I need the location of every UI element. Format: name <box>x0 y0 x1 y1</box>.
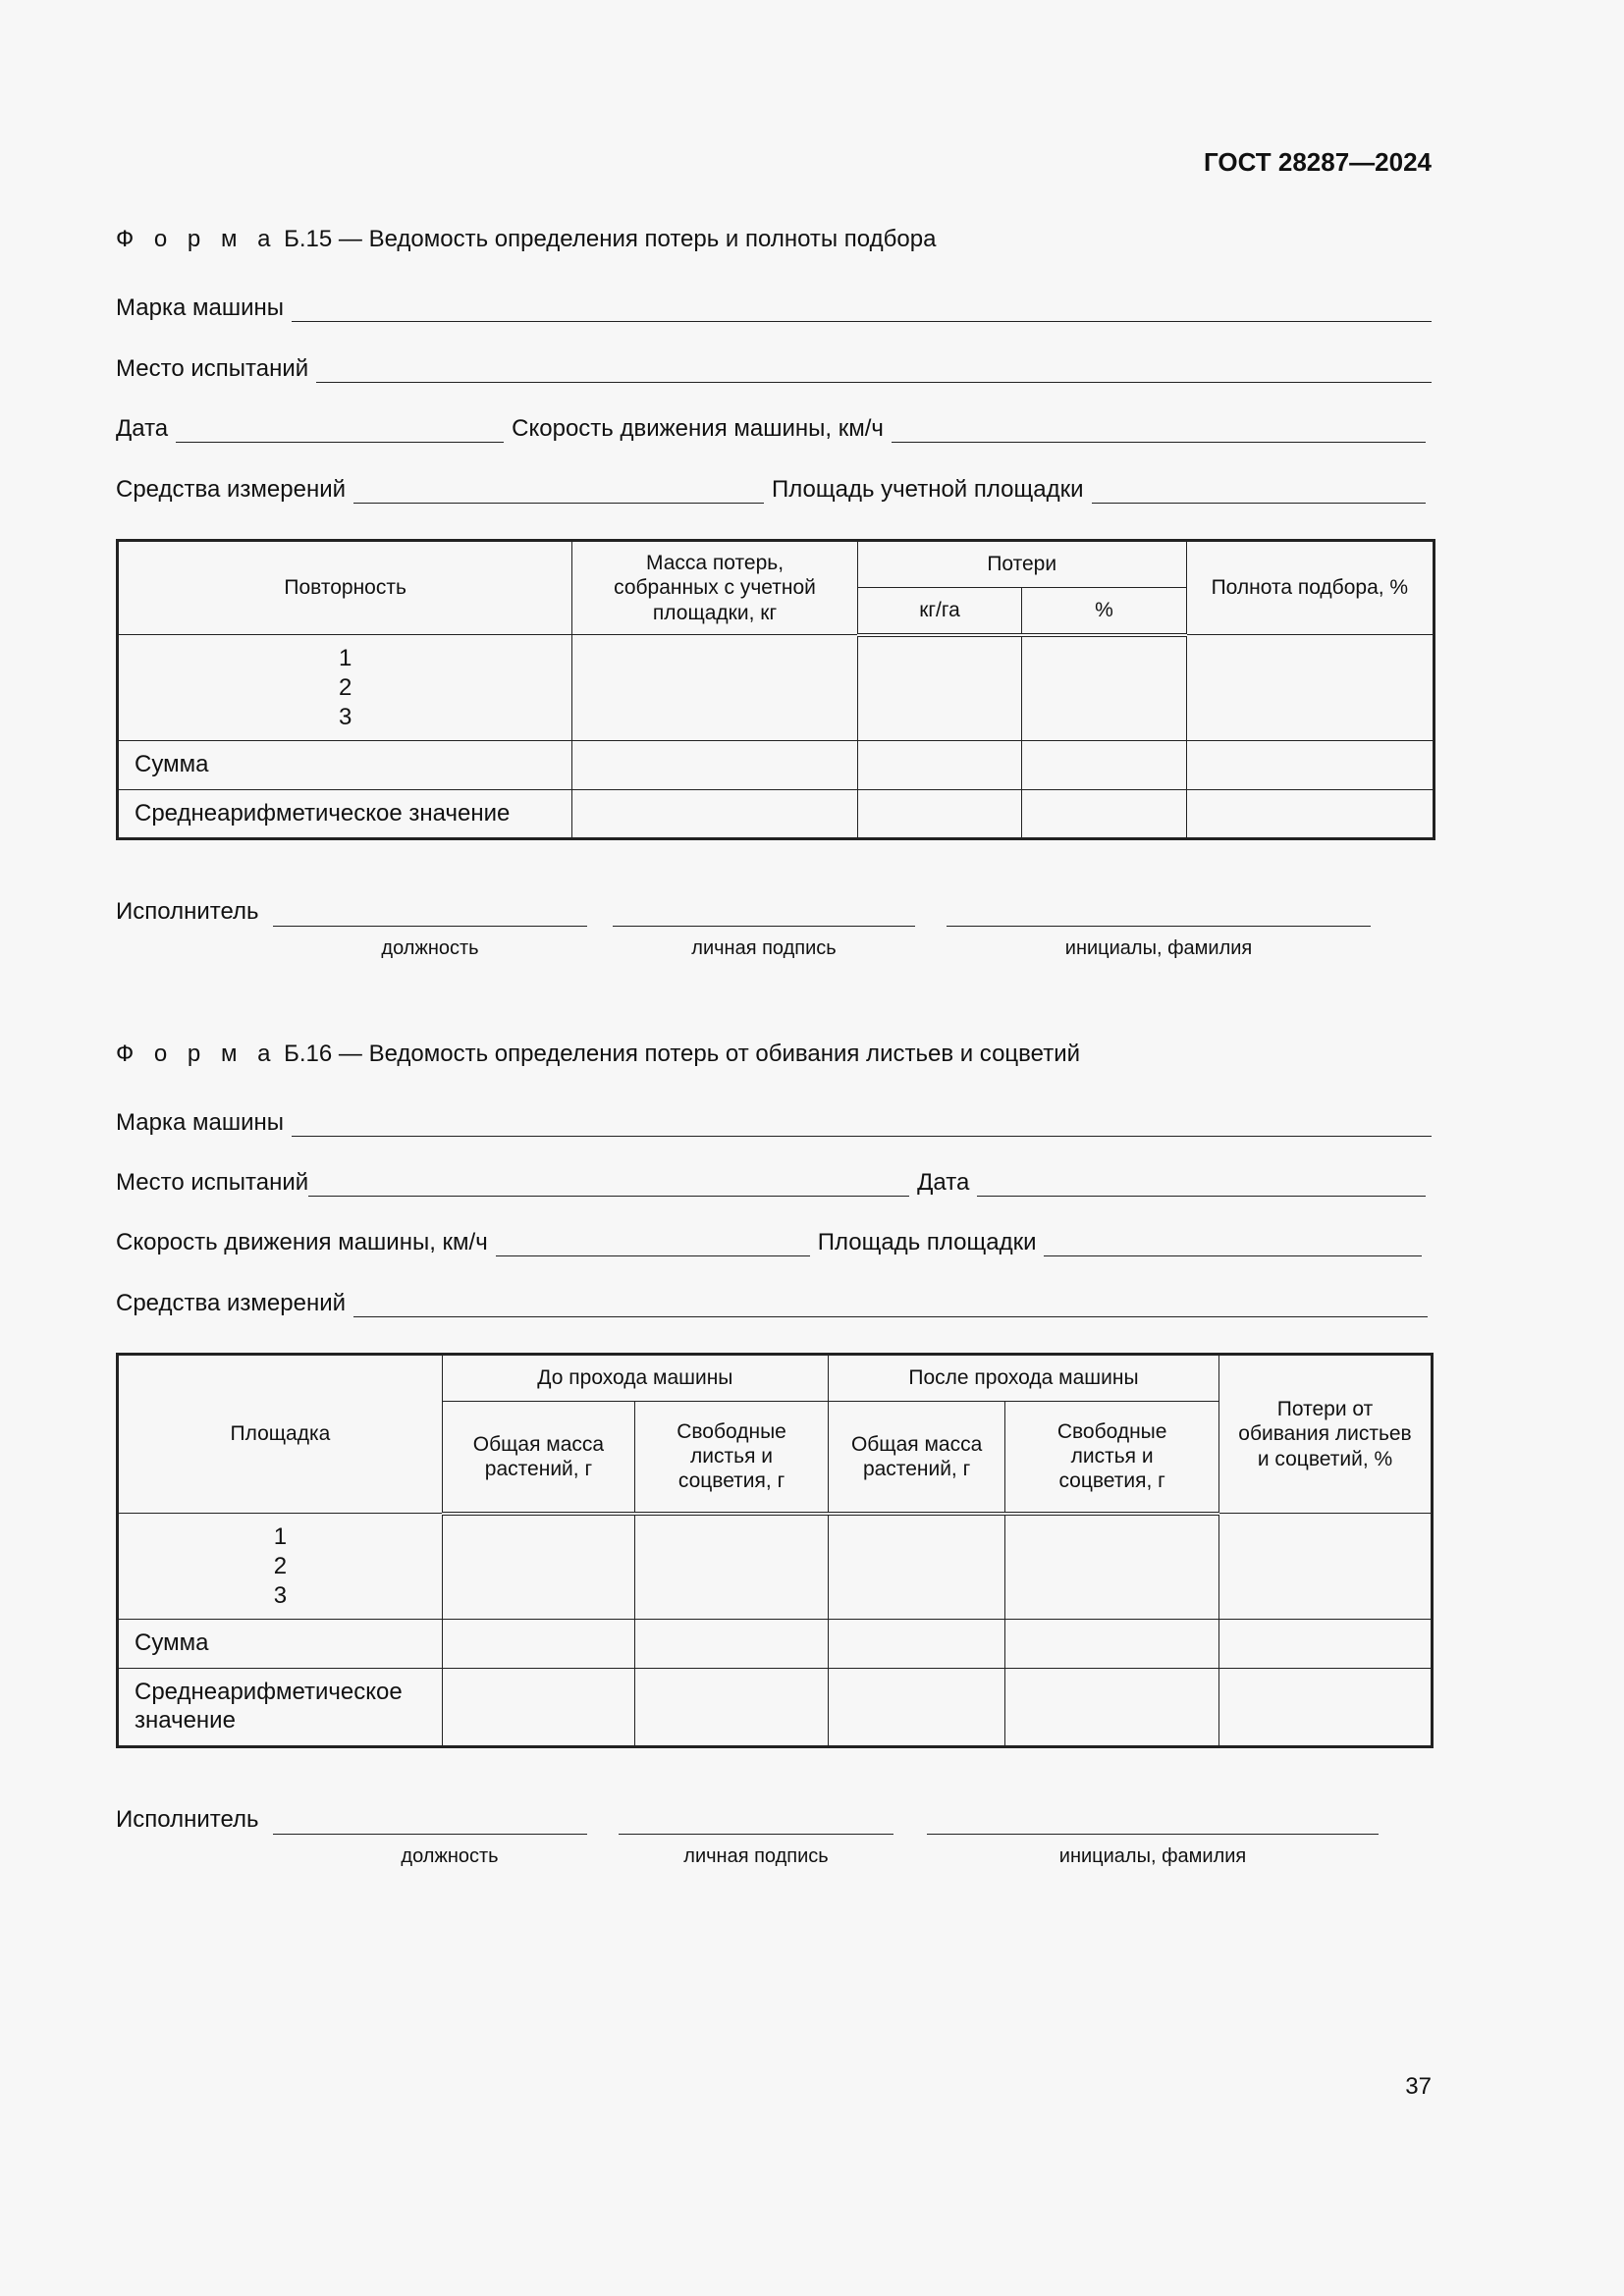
table-cell[interactable] <box>442 1514 634 1620</box>
name-field[interactable] <box>927 1834 1379 1835</box>
table-cell[interactable] <box>1022 790 1186 839</box>
row-number: 2 <box>338 673 352 701</box>
table-row <box>118 741 1435 790</box>
form-15-date-speed-row <box>116 411 1432 443</box>
speed-label: Скорость движения машины, км/ч <box>512 415 884 442</box>
header-free-leaves-after: Свободные листья и соцветия, г <box>1005 1402 1219 1514</box>
header-kgha: кг/га <box>857 588 1021 635</box>
position-field[interactable] <box>273 1834 587 1835</box>
form-16-instruments-row <box>116 1286 1432 1317</box>
area-field[interactable] <box>1044 1235 1422 1256</box>
area-label: Площадь площадки <box>817 1229 1037 1255</box>
row-sum-label: Сумма <box>118 741 572 790</box>
header-repeat: Повторность <box>118 541 572 635</box>
header-before: До прохода машины <box>442 1355 828 1402</box>
table-cell[interactable] <box>1186 790 1434 839</box>
area-label: Площадь учетной площадки <box>772 476 1084 503</box>
row-number: 2 <box>273 1552 288 1579</box>
table-cell[interactable] <box>442 1669 634 1747</box>
machine-field[interactable] <box>292 1115 1432 1137</box>
row-mean-label: Среднеарифметическое значение <box>118 790 572 839</box>
row-number: 1 <box>273 1522 288 1550</box>
header-percent: % <box>1022 588 1186 635</box>
form-16-machine-row <box>116 1105 1432 1137</box>
row-numbers <box>118 1514 443 1620</box>
row-sum-label: Сумма <box>118 1620 443 1669</box>
form-15-title <box>116 226 936 253</box>
header-after: После прохода машины <box>828 1355 1218 1402</box>
table-cell[interactable] <box>635 1669 829 1747</box>
name-caption: инициалы, фамилия <box>1064 937 1253 959</box>
place-field[interactable] <box>316 361 1432 383</box>
table-cell[interactable] <box>442 1620 634 1669</box>
machine-label: Марка машины <box>116 1109 285 1136</box>
header-mass: Масса потерь, собранных с учетной площадки, кг <box>572 541 857 635</box>
table-cell[interactable] <box>572 635 857 741</box>
table-cell[interactable] <box>1219 1514 1433 1620</box>
form-15-table <box>116 539 1435 840</box>
header-free-leaves-before: Свободные листья и соцветия, г <box>635 1402 829 1514</box>
table-cell[interactable] <box>857 790 1021 839</box>
table-cell[interactable] <box>1219 1669 1433 1747</box>
place-field[interactable] <box>308 1175 909 1197</box>
instruments-field[interactable] <box>353 482 764 504</box>
signature-field[interactable] <box>619 1834 893 1835</box>
executor-label: Исполнитель <box>116 1806 259 1833</box>
table-cell[interactable] <box>828 1514 1004 1620</box>
table-cell[interactable] <box>1005 1514 1219 1620</box>
position-field[interactable] <box>273 926 587 927</box>
table-cell[interactable] <box>1005 1620 1219 1669</box>
table-cell[interactable] <box>857 635 1021 741</box>
form-15-place-row <box>116 351 1432 383</box>
table-cell[interactable] <box>857 741 1021 790</box>
row-number: 1 <box>338 644 352 671</box>
row-mean-label: Среднеарифметическое значение <box>118 1669 443 1747</box>
table-cell[interactable] <box>828 1669 1004 1747</box>
table-row <box>118 635 1435 741</box>
machine-field[interactable] <box>292 300 1432 322</box>
header-total-mass-after: Общая масса растений, г <box>828 1402 1004 1514</box>
row-number: 3 <box>273 1581 288 1609</box>
date-field[interactable] <box>977 1175 1426 1197</box>
area-field[interactable] <box>1092 482 1427 504</box>
table-cell[interactable] <box>572 741 857 790</box>
form-16-table <box>116 1353 1434 1748</box>
position-caption: должность <box>381 937 479 959</box>
name-field[interactable] <box>947 926 1371 927</box>
header-completeness: Полнота подбора, % <box>1186 541 1434 635</box>
instruments-label: Средства измерений <box>116 1290 347 1316</box>
form-15-instruments-row <box>116 472 1432 504</box>
machine-label: Марка машины <box>116 294 285 321</box>
standard-number: ГОСТ 28287—2024 <box>1204 147 1432 177</box>
executor-label: Исполнитель <box>116 898 259 925</box>
table-cell[interactable] <box>1022 741 1186 790</box>
table-cell[interactable] <box>635 1514 829 1620</box>
page-number: 37 <box>1405 2073 1432 2100</box>
table-cell[interactable] <box>1022 635 1186 741</box>
form-16-speed-area-row <box>116 1225 1432 1256</box>
form-16-place-date-row <box>116 1165 1432 1197</box>
table-row <box>118 1620 1433 1669</box>
instruments-label: Средства измерений <box>116 476 347 503</box>
speed-label: Скорость движения машины, км/ч <box>116 1229 488 1255</box>
signature-field[interactable] <box>613 926 915 927</box>
table-cell[interactable] <box>572 790 857 839</box>
form-15-title-text: Б.15 — Ведомость определения потерь и полноты подбора <box>277 226 937 252</box>
speed-field[interactable] <box>892 421 1426 443</box>
form-16-title <box>116 1041 1080 1068</box>
table-cell[interactable] <box>828 1620 1004 1669</box>
date-label: Дата <box>116 415 169 442</box>
table-cell[interactable] <box>1186 741 1434 790</box>
row-number: 3 <box>338 703 352 730</box>
position-caption: должность <box>401 1845 499 1867</box>
table-row <box>118 1669 1433 1747</box>
name-caption: инициалы, фамилия <box>1058 1845 1247 1867</box>
place-label: Место испытаний <box>116 355 309 382</box>
signature-caption: личная подпись <box>683 1845 829 1867</box>
form-16-title-text: Б.16 — Ведомость определения потерь от обивания листьев и соцветий <box>277 1041 1081 1067</box>
speed-field[interactable] <box>496 1235 810 1256</box>
header-plot: Площадка <box>118 1355 443 1514</box>
place-label: Место испытаний <box>116 1169 309 1196</box>
form-15-machine-row <box>116 291 1432 322</box>
instruments-field[interactable] <box>353 1296 1428 1317</box>
form-15-signature-row <box>116 898 1432 961</box>
table-row <box>118 1514 1433 1620</box>
form-16-title-prefix: Ф о р м а <box>116 1041 278 1067</box>
form-16-signature-row <box>116 1806 1432 1869</box>
header-total-mass-before: Общая масса растений, г <box>442 1402 634 1514</box>
table-row <box>118 790 1435 839</box>
table-cell[interactable] <box>1186 635 1434 741</box>
date-label: Дата <box>917 1169 970 1196</box>
table-cell[interactable] <box>1219 1620 1433 1669</box>
date-field[interactable] <box>176 421 504 443</box>
header-losses: Потери <box>857 541 1186 588</box>
table-cell[interactable] <box>1005 1669 1219 1747</box>
form-15-title-prefix: Ф о р м а <box>116 226 278 252</box>
row-numbers <box>118 635 572 741</box>
signature-caption: личная подпись <box>691 937 837 959</box>
header-losses: Потери от обивания листьев и соцветий, % <box>1219 1355 1433 1514</box>
table-cell[interactable] <box>635 1620 829 1669</box>
